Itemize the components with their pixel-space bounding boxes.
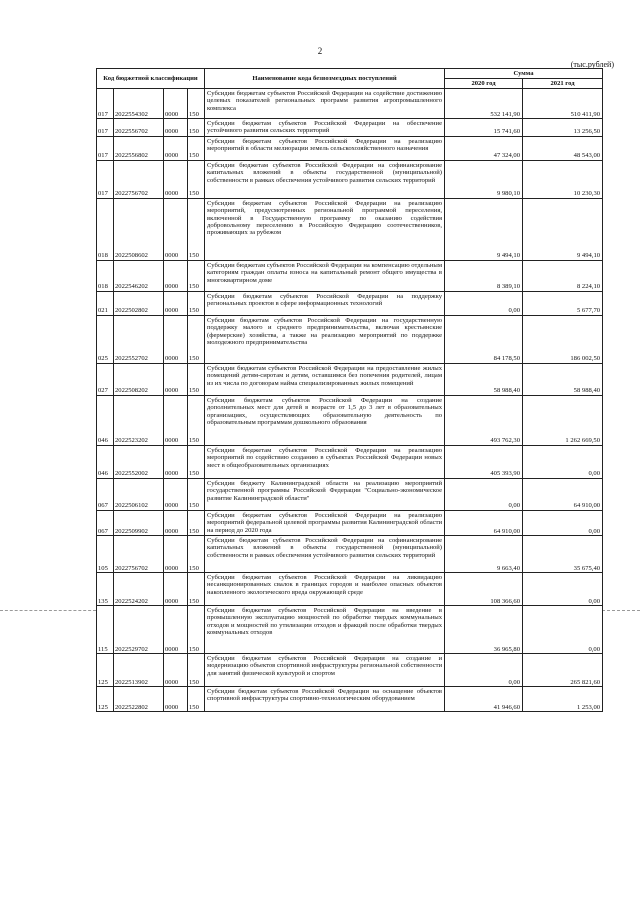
table-body: [97, 89, 603, 712]
cell-2020: 36 965,80: [445, 606, 523, 654]
cell-program: 0000: [164, 510, 188, 535]
cell-2021: 265 821,60: [523, 654, 603, 687]
cell-2020: 0,00: [445, 291, 523, 315]
cell-admin: 018: [97, 198, 114, 260]
table-row: [97, 510, 603, 535]
cell-kind: 150: [188, 395, 205, 445]
cell-2021: 1 253,00: [523, 687, 603, 712]
cell-2021: 58 988,40: [523, 363, 603, 395]
cell-code: 2022524202: [114, 573, 164, 606]
cell-code: 2022509902: [114, 510, 164, 535]
cell-2020: 58 988,40: [445, 363, 523, 395]
cell-name: Субсидии бюджетам субъектов Российской Федерации на государственную поддержку малого и среднего предпринимательства, включая крестьянские (фермерские) хозяйства, а также на реализацию мероприятий по поддержке молодежного предпринимательства: [205, 315, 445, 363]
cell-code: 2022523202: [114, 395, 164, 445]
cell-admin: 115: [97, 606, 114, 654]
cell-kind: 150: [188, 160, 205, 198]
cell-program: 0000: [164, 198, 188, 260]
table-row: [97, 536, 603, 573]
cell-program: 0000: [164, 395, 188, 445]
cell-kind: 150: [188, 363, 205, 395]
cell-2021: 0,00: [523, 606, 603, 654]
cell-code: 2022513902: [114, 654, 164, 687]
cell-name: Субсидии бюджетам субъектов Российской Федерации на реализацию мероприятий федеральной целевой программы развития Калининградской области на период до 2020 года: [205, 510, 445, 535]
cell-admin: 046: [97, 445, 114, 478]
cell-kind: 150: [188, 687, 205, 712]
cell-code: 2022522802: [114, 687, 164, 712]
cell-name: Субсидии бюджетам субъектов Российской Федерации на софинансирование капитальных вложений в объекты государственной (муниципальной) собственности в рамках обеспечения устойчивого развития сельских территорий: [205, 160, 445, 198]
cell-kind: 150: [188, 291, 205, 315]
cell-2020: 47 324,00: [445, 136, 523, 160]
cell-name: Субсидии бюджетам субъектов Российской Федерации на софинансирование капитальных вложений в объекты государственной (муниципальной) собственности в рамках обеспечения устойчивого развития сельских территорий: [205, 536, 445, 573]
cell-program: 0000: [164, 445, 188, 478]
cell-code: 2022529702: [114, 606, 164, 654]
cell-2020: 64 910,00: [445, 510, 523, 535]
unit-note: (тыс.рублей): [570, 60, 614, 69]
table-row: [97, 363, 603, 395]
cell-2021: 9 494,10: [523, 198, 603, 260]
cell-kind: 150: [188, 89, 205, 119]
cell-code: 2022554302: [114, 89, 164, 119]
table-row: [97, 160, 603, 198]
cell-admin: 018: [97, 260, 114, 291]
cell-2021: 0,00: [523, 510, 603, 535]
cell-admin: 067: [97, 510, 114, 535]
cell-name: Субсидии бюджетам субъектов Российской Федерации на ликвидацию несанкционированных свалок в границах городов и наиболее опасных объектов накопленного экологического вреда окружающей среде: [205, 573, 445, 606]
cell-kind: 150: [188, 573, 205, 606]
cell-code: 2022508602: [114, 198, 164, 260]
table-row: [97, 687, 603, 712]
cell-code: 2022502802: [114, 291, 164, 315]
cell-2021: 48 543,00: [523, 136, 603, 160]
cell-program: 0000: [164, 315, 188, 363]
cell-program: 0000: [164, 260, 188, 291]
cell-program: 0000: [164, 363, 188, 395]
header-year-2020: 2020 год: [445, 79, 523, 89]
cell-2021: 510 411,90: [523, 89, 603, 119]
cell-code: 2022546202: [114, 260, 164, 291]
cell-kind: 150: [188, 510, 205, 535]
table-row: [97, 89, 603, 119]
table-row: [97, 395, 603, 445]
cell-kind: 150: [188, 136, 205, 160]
cell-2020: 0,00: [445, 654, 523, 687]
cell-code: 2022552002: [114, 445, 164, 478]
cell-kind: 150: [188, 119, 205, 137]
cell-code: 2022506102: [114, 478, 164, 510]
cell-2021: 8 224,10: [523, 260, 603, 291]
cell-name: Субсидии бюджетам субъектов Российской Федерации на создание дополнительных мест для детей в возрасте от 1,5 до 3 лет в образовательных организациях, осуществляющих образовательную деятельность по образовательным программам дошкольного образования: [205, 395, 445, 445]
cell-program: 0000: [164, 654, 188, 687]
cell-admin: 067: [97, 478, 114, 510]
cell-code: 2022556802: [114, 136, 164, 160]
table-row: [97, 291, 603, 315]
cell-program: 0000: [164, 573, 188, 606]
header-year-2021: 2021 год: [523, 79, 603, 89]
table-row: [97, 315, 603, 363]
cell-2020: 405 393,90: [445, 445, 523, 478]
cell-code: 2022756702: [114, 536, 164, 573]
cell-code: 2022508202: [114, 363, 164, 395]
cell-admin: 135: [97, 573, 114, 606]
cell-2020: 9 980,10: [445, 160, 523, 198]
cell-name: Субсидии бюджетам субъектов Российской Федерации на компенсацию отдельным категориям граждан оплаты взноса на капитальный ремонт общего имущества в многоквартирном доме: [205, 260, 445, 291]
cell-program: 0000: [164, 606, 188, 654]
header-code-group: Код бюджетной классификации: [97, 69, 205, 89]
table-row: [97, 260, 603, 291]
cell-2021: 1 262 669,50: [523, 395, 603, 445]
cell-name: Субсидии бюджетам субъектов Российской Федерации на поддержку региональных проектов в сфере информационных технологий: [205, 291, 445, 315]
cell-admin: 017: [97, 89, 114, 119]
cell-name: Субсидии бюджету Калининградской области на реализацию мероприятий государственной программы Российской Федерации "Социально-экономическое развитие Калининградской области": [205, 478, 445, 510]
header-name: Наименование кода безвозмездных поступлений: [205, 69, 445, 89]
cell-admin: 021: [97, 291, 114, 315]
cell-name: Субсидии бюджетам субъектов Российской Федерации на обеспечение устойчивого развития сельских территорий: [205, 119, 445, 137]
cell-program: 0000: [164, 136, 188, 160]
cell-code: 2022756702: [114, 160, 164, 198]
table-row: [97, 606, 603, 654]
cell-admin: 046: [97, 395, 114, 445]
cell-name: Субсидии бюджетам субъектов Российской Федерации на реализацию мероприятий по содействию созданию в субъектах Российской Федерации новых мест в общеобразовательных организациях: [205, 445, 445, 478]
cell-2021: 5 677,70: [523, 291, 603, 315]
cell-program: 0000: [164, 536, 188, 573]
cell-code: 2022556702: [114, 119, 164, 137]
cell-2020: 532 141,90: [445, 89, 523, 119]
table-row: [97, 654, 603, 687]
cell-kind: 150: [188, 478, 205, 510]
cell-program: 0000: [164, 478, 188, 510]
cell-name: Субсидии бюджетам субъектов Российской Федерации на реализацию мероприятий, предусмотренных региональной программой переселения, включенной в Государственную программу по оказанию содействия добровольному переселению в Российскую Федерацию соотечественников, проживающих за рубежом: [205, 198, 445, 260]
cell-name: Субсидии бюджетам субъектов Российской Федерации на введение в промышленную эксплуатацию мощностей по обработке твердых коммунальных отходов и мощностей по утилизации отходов и фракций после обработки твердых коммунальных отходов: [205, 606, 445, 654]
table-row: [97, 573, 603, 606]
cell-kind: 150: [188, 315, 205, 363]
subsidies-table: [96, 68, 603, 712]
cell-2021: 0,00: [523, 445, 603, 478]
cell-name: Субсидии бюджетам субъектов Российской Федерации на реализацию мероприятий в области мелиорации земель сельскохозяйственного назначения: [205, 136, 445, 160]
cell-2021: 35 675,40: [523, 536, 603, 573]
cell-admin: 027: [97, 363, 114, 395]
cell-program: 0000: [164, 119, 188, 137]
cell-2020: 84 178,50: [445, 315, 523, 363]
cell-2021: 10 230,30: [523, 160, 603, 198]
cell-program: 0000: [164, 687, 188, 712]
cell-kind: 150: [188, 260, 205, 291]
cell-2021: 0,00: [523, 573, 603, 606]
cell-2020: 41 946,60: [445, 687, 523, 712]
cell-admin: 017: [97, 160, 114, 198]
table-row: [97, 445, 603, 478]
cell-kind: 150: [188, 536, 205, 573]
cell-2020: 9 494,10: [445, 198, 523, 260]
cell-kind: 150: [188, 198, 205, 260]
table-row: [97, 119, 603, 137]
cell-kind: 150: [188, 606, 205, 654]
cell-name: Субсидии бюджетам субъектов Российской Федерации на предоставление жилых помещений детям-сиротам и детям, оставшимся без попечения родителей, лицам из их числа по договорам найма специализированных жилых помещений: [205, 363, 445, 395]
cell-name: Субсидии бюджетам субъектов Российской Федерации на содействие достижению целевых показателей региональных программ развития агропромышленного комплекса: [205, 89, 445, 119]
cell-2020: 9 663,40: [445, 536, 523, 573]
cell-2020: 0,00: [445, 478, 523, 510]
cell-2020: 8 389,10: [445, 260, 523, 291]
cell-2020: 108 366,60: [445, 573, 523, 606]
table-row: [97, 198, 603, 260]
cell-kind: 150: [188, 445, 205, 478]
table-row: [97, 136, 603, 160]
scan-artifact-line-left: [0, 610, 96, 611]
cell-2021: 186 002,50: [523, 315, 603, 363]
cell-2020: 15 741,60: [445, 119, 523, 137]
cell-program: 0000: [164, 291, 188, 315]
cell-admin: 125: [97, 687, 114, 712]
cell-kind: 150: [188, 654, 205, 687]
page-number: 2: [317, 46, 323, 56]
cell-program: 0000: [164, 160, 188, 198]
table-row: [97, 478, 603, 510]
cell-admin: 017: [97, 119, 114, 137]
cell-2021: 13 256,50: [523, 119, 603, 137]
cell-name: Субсидии бюджетам субъектов Российской Федерации на оснащение объектов спортивной инфраструктуры спортивно-технологическим оборудованием: [205, 687, 445, 712]
cell-code: 2022552702: [114, 315, 164, 363]
cell-2020: 493 762,30: [445, 395, 523, 445]
cell-admin: 125: [97, 654, 114, 687]
cell-admin: 017: [97, 136, 114, 160]
cell-name: Субсидии бюджетам субъектов Российской Федерации на создание и модернизацию объектов спортивной инфраструктуры региональной собственности для занятий физической культурой и спортом: [205, 654, 445, 687]
header-sum: Сумма: [445, 69, 603, 79]
scan-artifact-line-right: [602, 610, 640, 611]
cell-admin: 105: [97, 536, 114, 573]
cell-admin: 025: [97, 315, 114, 363]
cell-2021: 64 910,00: [523, 478, 603, 510]
cell-program: 0000: [164, 89, 188, 119]
